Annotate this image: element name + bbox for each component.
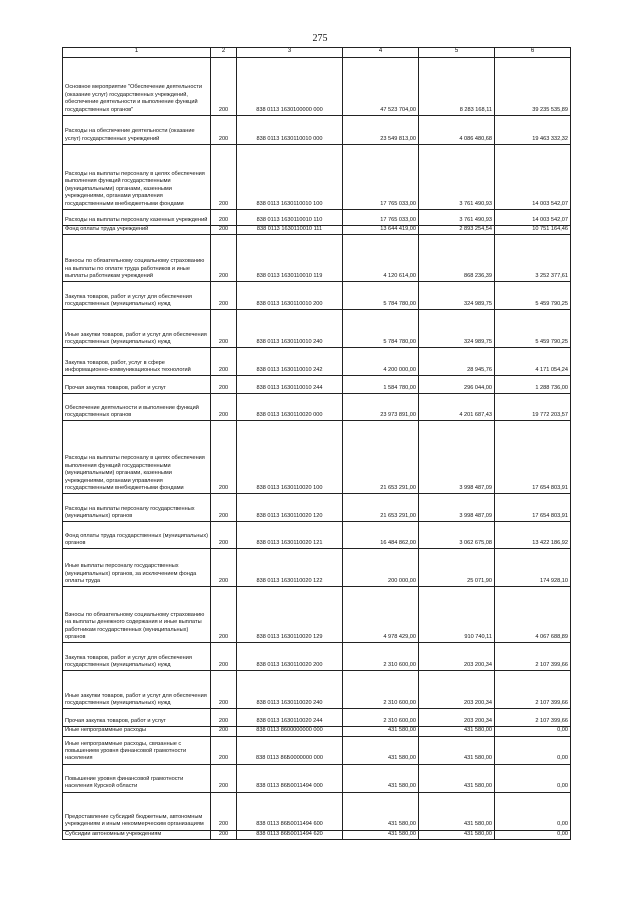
unexecuted-amount-cell: 39 235 535,89	[495, 58, 571, 116]
table-row	[63, 421, 571, 494]
expense-name-cell: Фонд оплаты труда учреждений	[63, 226, 211, 235]
unexecuted-amount-cell: 2 107 399,66	[495, 671, 571, 709]
table-row	[63, 549, 571, 587]
budget-classification-code-cell: 838 0113 1630110020 122	[237, 549, 343, 587]
unexecuted-amount-cell: 174 928,10	[495, 549, 571, 587]
unexecuted-amount-cell: 0,00	[495, 830, 571, 839]
table-row	[63, 145, 571, 210]
expense-name-cell: Расходы на выплаты персоналу в целях обеспечения выполнения функций государственными (муниципальными) органами, казенными учреждениями, органами управления государственными внебюджетными фондами	[63, 145, 211, 210]
unexecuted-amount-cell: 0,00	[495, 727, 571, 736]
approved-amount-cell: 431 580,00	[343, 792, 419, 830]
approved-amount-cell: 431 580,00	[343, 736, 419, 764]
unexecuted-amount-cell: 17 654 803,91	[495, 421, 571, 494]
approved-amount-cell: 1 584 780,00	[343, 376, 419, 394]
executed-amount-cell: 296 044,00	[419, 376, 495, 394]
budget-classification-code-cell: 838 0113 86Б0011494 000	[237, 764, 343, 792]
budget-classification-code-cell: 838 0113 1630110020 000	[237, 394, 343, 421]
executed-amount-cell: 3 998 487,09	[419, 494, 495, 522]
line-code-cell: 200	[211, 226, 237, 235]
executed-amount-cell: 3 761 490,93	[419, 210, 495, 226]
unexecuted-amount-cell: 17 654 803,91	[495, 494, 571, 522]
table-row	[63, 348, 571, 376]
table-row	[63, 643, 571, 671]
unexecuted-amount-cell: 5 459 790,25	[495, 282, 571, 310]
executed-amount-cell: 25 071,90	[419, 549, 495, 587]
executed-amount-cell: 868 236,39	[419, 235, 495, 282]
budget-classification-code-cell: 838 0113 1630110010 110	[237, 210, 343, 226]
table-body	[63, 58, 571, 840]
approved-amount-cell: 431 580,00	[343, 764, 419, 792]
budget-classification-code-cell: 838 0113 86Б0011494 600	[237, 792, 343, 830]
table-row	[63, 736, 571, 764]
approved-amount-cell: 13 644 419,00	[343, 226, 419, 235]
budget-classification-code-cell: 838 0113 1630110010 119	[237, 235, 343, 282]
unexecuted-amount-cell: 14 003 542,07	[495, 145, 571, 210]
table-row	[63, 494, 571, 522]
budget-classification-code-cell: 838 0113 1630110020 200	[237, 643, 343, 671]
expense-name-cell: Прочая закупка товаров, работ и услуг	[63, 709, 211, 727]
line-code-cell: 200	[211, 522, 237, 549]
line-code-cell: 200	[211, 394, 237, 421]
line-code-cell: 200	[211, 235, 237, 282]
executed-amount-cell: 431 580,00	[419, 727, 495, 736]
budget-classification-code-cell: 838 0113 1630110020 120	[237, 494, 343, 522]
budget-classification-code-cell: 838 0113 86Б0000000 000	[237, 736, 343, 764]
table-row	[63, 587, 571, 643]
unexecuted-amount-cell: 0,00	[495, 736, 571, 764]
expense-name-cell: Расходы на выплаты персоналу государственных (муниципальных) органов	[63, 494, 211, 522]
budget-classification-code-cell: 838 0113 1630110020 100	[237, 421, 343, 494]
line-code-cell: 200	[211, 421, 237, 494]
line-code-cell: 200	[211, 376, 237, 394]
executed-amount-cell: 324 989,75	[419, 282, 495, 310]
line-code-cell: 200	[211, 58, 237, 116]
approved-amount-cell: 16 484 862,00	[343, 522, 419, 549]
expense-name-cell: Повышение уровня финансовой грамотности населения Курской области	[63, 764, 211, 792]
line-code-cell: 200	[211, 116, 237, 145]
approved-amount-cell: 17 765 033,00	[343, 210, 419, 226]
expense-name-cell: Иные непрограммные расходы, связанные с повышением уровня финансовой грамотности населения	[63, 736, 211, 764]
budget-classification-code-cell: 838 0113 1630110010 200	[237, 282, 343, 310]
table-row	[63, 226, 571, 235]
budget-execution-table	[62, 47, 571, 840]
table-row	[63, 671, 571, 709]
executed-amount-cell: 324 989,75	[419, 310, 495, 348]
line-code-cell: 200	[211, 549, 237, 587]
approved-amount-cell: 5 784 780,00	[343, 310, 419, 348]
line-code-cell: 200	[211, 764, 237, 792]
approved-amount-cell: 47 523 704,00	[343, 58, 419, 116]
budget-classification-code-cell: 838 0113 8600000000 000	[237, 727, 343, 736]
unexecuted-amount-cell: 14 003 542,07	[495, 210, 571, 226]
approved-amount-cell: 21 653 291,00	[343, 494, 419, 522]
page-number: 275	[312, 33, 328, 44]
table-row	[63, 116, 571, 145]
unexecuted-amount-cell: 19 772 203,57	[495, 394, 571, 421]
budget-classification-code-cell: 838 0113 1630110020 240	[237, 671, 343, 709]
approved-amount-cell: 200 000,00	[343, 549, 419, 587]
budget-classification-code-cell: 838 0113 1630110010 000	[237, 116, 343, 145]
approved-amount-cell: 431 580,00	[343, 830, 419, 839]
line-code-cell: 200	[211, 671, 237, 709]
table-row	[63, 394, 571, 421]
expense-name-cell: Иные закупки товаров, работ и услуг для обеспечения государственных (муниципальных) нужд	[63, 671, 211, 709]
executed-amount-cell: 8 283 168,11	[419, 58, 495, 116]
budget-classification-code-cell: 838 0113 1630110010 244	[237, 376, 343, 394]
line-code-cell: 200	[211, 727, 237, 736]
unexecuted-amount-cell: 10 751 164,46	[495, 226, 571, 235]
unexecuted-amount-cell: 2 107 399,66	[495, 643, 571, 671]
table-row	[63, 235, 571, 282]
executed-amount-cell: 3 761 490,93	[419, 145, 495, 210]
table-row	[63, 792, 571, 830]
executed-amount-cell: 203 200,34	[419, 671, 495, 709]
executed-amount-cell: 4 086 480,68	[419, 116, 495, 145]
line-code-cell: 200	[211, 587, 237, 643]
unexecuted-amount-cell: 0,00	[495, 792, 571, 830]
column-header: 5	[419, 48, 495, 58]
unexecuted-amount-cell: 13 422 186,92	[495, 522, 571, 549]
budget-classification-code-cell: 838 0113 1630110020 121	[237, 522, 343, 549]
approved-amount-cell: 4 200 000,00	[343, 348, 419, 376]
column-header: 6	[495, 48, 571, 58]
table-row	[63, 727, 571, 736]
approved-amount-cell: 431 580,00	[343, 727, 419, 736]
budget-classification-code-cell: 838 0113 86Б0011494 620	[237, 830, 343, 839]
table-row	[63, 58, 571, 116]
line-code-cell: 200	[211, 494, 237, 522]
column-header: 2	[211, 48, 237, 58]
approved-amount-cell: 2 310 600,00	[343, 643, 419, 671]
executed-amount-cell: 28 945,76	[419, 348, 495, 376]
budget-classification-code-cell: 838 0113 1630110010 242	[237, 348, 343, 376]
table-row	[63, 522, 571, 549]
expense-name-cell: Закупка товаров, работ и услуг для обеспечения государственных (муниципальных) нужд	[63, 282, 211, 310]
table-row	[63, 709, 571, 727]
expense-name-cell: Закупка товаров, работ и услуг для обеспечения государственных (муниципальных) нужд	[63, 643, 211, 671]
expense-name-cell: Предоставление субсидий бюджетным, автономным учреждениям и иным некоммерческим организациям	[63, 792, 211, 830]
expense-name-cell: Расходы на выплаты персоналу казенных учреждений	[63, 210, 211, 226]
unexecuted-amount-cell: 5 459 790,25	[495, 310, 571, 348]
expense-name-cell: Иные непрограммные расходы	[63, 727, 211, 736]
unexecuted-amount-cell: 4 067 688,89	[495, 587, 571, 643]
table-row	[63, 830, 571, 839]
unexecuted-amount-cell: 0,00	[495, 764, 571, 792]
budget-classification-code-cell: 838 0113 1630110010 111	[237, 226, 343, 235]
column-header: 3	[237, 48, 343, 58]
table-row	[63, 282, 571, 310]
table-row	[63, 376, 571, 394]
expense-name-cell: Прочая закупка товаров, работ и услуг	[63, 376, 211, 394]
unexecuted-amount-cell: 19 463 332,32	[495, 116, 571, 145]
expense-name-cell: Закупка товаров, работ, услуг в сфере информационно-коммуникационных технологий	[63, 348, 211, 376]
expense-name-cell: Взносы по обязательному социальному страхованию на выплаты денежного содержания и иные выплаты работникам государственных (муниципальных) органов	[63, 587, 211, 643]
line-code-cell: 200	[211, 643, 237, 671]
executed-amount-cell: 431 580,00	[419, 764, 495, 792]
approved-amount-cell: 21 653 291,00	[343, 421, 419, 494]
expense-name-cell: Обеспечение деятельности и выполнение функций государственных органов	[63, 394, 211, 421]
executed-amount-cell: 431 580,00	[419, 792, 495, 830]
table-row	[63, 310, 571, 348]
line-code-cell: 200	[211, 145, 237, 210]
executed-amount-cell: 431 580,00	[419, 736, 495, 764]
approved-amount-cell: 17 765 033,00	[343, 145, 419, 210]
expense-name-cell: Субсидии автономным учреждениям	[63, 830, 211, 839]
budget-classification-code-cell: 838 0113 1630110020 129	[237, 587, 343, 643]
line-code-cell: 200	[211, 282, 237, 310]
table-header-row	[63, 48, 571, 58]
table-row	[63, 764, 571, 792]
approved-amount-cell: 23 973 891,00	[343, 394, 419, 421]
expense-name-cell: Иные выплаты персоналу государственных (муниципальных) органов, за исключением фонда оплаты труда	[63, 549, 211, 587]
line-code-cell: 200	[211, 736, 237, 764]
approved-amount-cell: 2 310 600,00	[343, 709, 419, 727]
executed-amount-cell: 203 200,34	[419, 643, 495, 671]
approved-amount-cell: 5 784 780,00	[343, 282, 419, 310]
approved-amount-cell: 23 549 813,00	[343, 116, 419, 145]
executed-amount-cell: 2 893 254,54	[419, 226, 495, 235]
line-code-cell: 200	[211, 830, 237, 839]
line-code-cell: 200	[211, 310, 237, 348]
expense-name-cell: Расходы на выплаты персоналу в целях обеспечения выполнения функций государственными (муниципальными) органами, казенными учреждениями, органами управления государственными внебюджетными фондами	[63, 421, 211, 494]
budget-classification-code-cell: 838 0113 1630110010 100	[237, 145, 343, 210]
executed-amount-cell: 431 580,00	[419, 830, 495, 839]
approved-amount-cell: 4 978 429,00	[343, 587, 419, 643]
line-code-cell: 200	[211, 210, 237, 226]
unexecuted-amount-cell: 4 171 054,24	[495, 348, 571, 376]
unexecuted-amount-cell: 2 107 399,66	[495, 709, 571, 727]
budget-classification-code-cell: 838 0113 1630110010 240	[237, 310, 343, 348]
expense-name-cell: Фонд оплаты труда государственных (муниципальных) органов	[63, 522, 211, 549]
executed-amount-cell: 4 201 687,43	[419, 394, 495, 421]
unexecuted-amount-cell: 3 252 377,61	[495, 235, 571, 282]
executed-amount-cell: 3 998 487,09	[419, 421, 495, 494]
line-code-cell: 200	[211, 348, 237, 376]
executed-amount-cell: 3 062 675,08	[419, 522, 495, 549]
executed-amount-cell: 203 200,34	[419, 709, 495, 727]
approved-amount-cell: 2 310 600,00	[343, 671, 419, 709]
expense-name-cell: Иные закупки товаров, работ и услуг для обеспечения государственных (муниципальных) нужд	[63, 310, 211, 348]
budget-classification-code-cell: 838 0113 1630110020 244	[237, 709, 343, 727]
column-header: 1	[63, 48, 211, 58]
expense-name-cell: Взносы по обязательному социальному страхованию на выплаты по оплате труда работников и иные выплаты работникам учреждений	[63, 235, 211, 282]
table-row	[63, 210, 571, 226]
line-code-cell: 200	[211, 792, 237, 830]
unexecuted-amount-cell: 1 288 736,00	[495, 376, 571, 394]
expense-name-cell: Основное мероприятие "Обеспечение деятельности (оказание услуг) государственных учреждений, обеспечение деятельности и выполнение функций государственных органов"	[63, 58, 211, 116]
column-header: 4	[343, 48, 419, 58]
expense-name-cell: Расходы на обеспечение деятельности (оказание услуг) государственных учреждений	[63, 116, 211, 145]
budget-classification-code-cell: 838 0113 1630100000 000	[237, 58, 343, 116]
executed-amount-cell: 910 740,11	[419, 587, 495, 643]
approved-amount-cell: 4 120 614,00	[343, 235, 419, 282]
line-code-cell: 200	[211, 709, 237, 727]
